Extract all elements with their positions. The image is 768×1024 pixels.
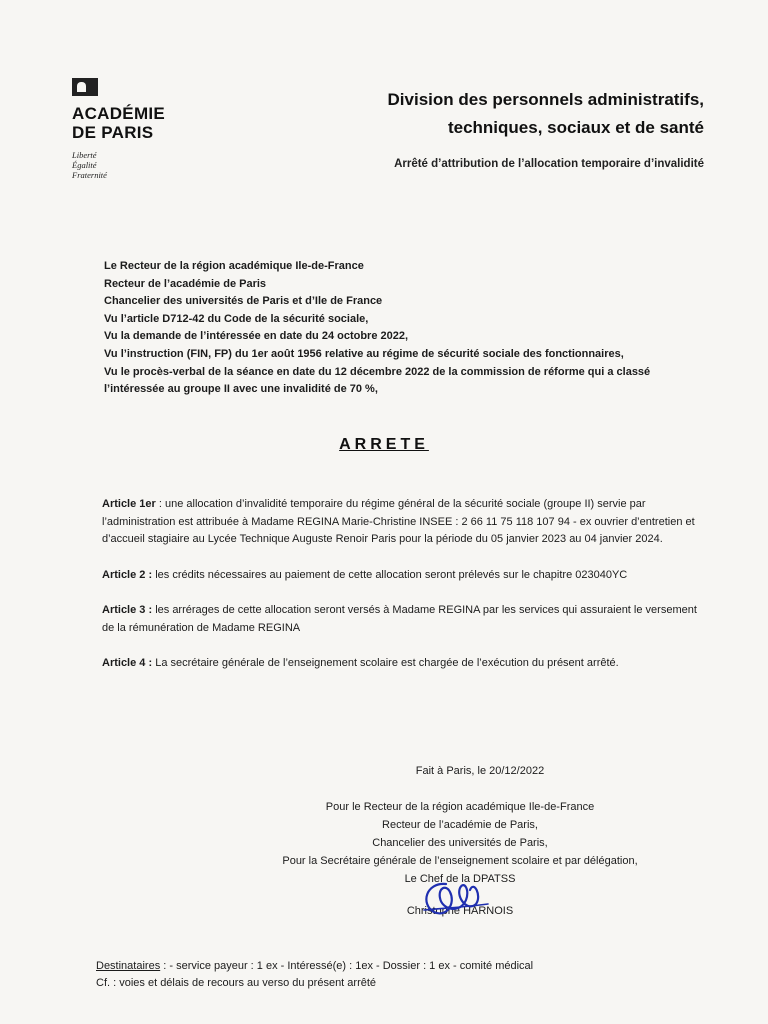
preamble-line: Vu la demande de l’intéressée en date du 24 octobre 2022, xyxy=(104,330,409,343)
signature-line: Pour la Secrétaire générale de l’enseignement scolaire et par délégation, xyxy=(282,855,638,867)
document-subject: Arrêté d’attribution de l’allocation temporaire d’invalidité xyxy=(394,158,704,170)
appeal-note: Cf. : voies et délais de recours au verso du présent arrêté xyxy=(96,977,377,989)
recipients-text: : - service payeur : 1 ex - Intéressé(e) : 1ex - Dossier : 1 ex - comité médical xyxy=(160,960,534,972)
academy-logo xyxy=(72,78,212,180)
signature-line: Pour le Recteur de la région académique Ile-de-France xyxy=(325,801,595,813)
motto-liberte: Liberté xyxy=(72,150,97,160)
motto-fraternite: Fraternité xyxy=(72,170,107,180)
recipients-line xyxy=(96,958,533,975)
preamble-line: Le Recteur de la région académique Ile-de-France xyxy=(104,260,364,272)
handwritten-signature xyxy=(416,874,496,920)
preamble-line: Vu l’instruction (FIN, FP) du 1er août 1956 relative au régime de sécurité sociale des fonctionnaires, xyxy=(104,347,624,360)
articles-section xyxy=(102,496,712,691)
place-date: Fait à Paris, le 20/12/2022 xyxy=(415,765,545,777)
preamble-line: Vu le procès-verbal de la séance en date du 12 décembre 2022 de la commission de réforme qui a classé l’intéressée au groupe II avec une invalidité de 70 %, xyxy=(104,365,651,396)
article-label: Article 1er xyxy=(102,498,156,510)
article-text: les crédits nécessaires au paiement de cette allocation seront prélevés sur le chapitre 023040YC xyxy=(152,568,628,581)
article-text: : une allocation d’invalidité temporaire du régime général de la sécurité sociale (groupe II) servie par l’administration est attribuée à Madame REGINA Marie-Christine INSEE : 2 66 11 75 118 107 94 - ex ouvrier d’entretien et d’accueil stagiaire au Lycée Technique Auguste Renoir Paris pour la période du 05 janvier 2023 au 04 janvier 2024. xyxy=(102,498,695,545)
division-title xyxy=(388,86,704,142)
logo-name-line2: DE PARIS xyxy=(72,123,154,142)
footer xyxy=(96,958,533,992)
preamble-line: Chancelier des universités de Paris et d’Ile de France xyxy=(104,295,383,308)
motto-egalite: Égalité xyxy=(72,160,97,170)
division-line2: techniques, sociaux et de santé xyxy=(447,118,704,137)
article-label: Article 4 : xyxy=(102,657,153,669)
article-1 xyxy=(102,496,712,549)
division-line1: Division des personnels administratifs, xyxy=(387,90,704,109)
article-text: les arrérages de cette allocation seront versés à Madame REGINA par les services qui assuraient le versement de la rémunération de Madame REGINA xyxy=(102,604,697,634)
logo-name-line1: ACADÉMIE xyxy=(72,104,166,123)
arrete-heading: ARRETE xyxy=(339,436,429,453)
preamble xyxy=(104,258,704,399)
preamble-line: Vu l’article D712-42 du Code de la sécurité sociale, xyxy=(104,312,369,325)
signatory-name: Christophe HARNOIS xyxy=(406,905,514,917)
article-text: La secrétaire générale de l’enseignement scolaire est chargée de l’exécution du présent arrêté. xyxy=(152,657,619,669)
signature-line: Recteur de l’académie de Paris, xyxy=(382,819,538,831)
marianne-flag-icon xyxy=(72,78,98,96)
signature-block xyxy=(240,762,680,920)
signature-line: Chancelier des universités de Paris, xyxy=(372,837,548,849)
article-label: Article 3 : xyxy=(102,604,153,616)
preamble-line: Recteur de l’académie de Paris xyxy=(104,277,267,290)
recipients-label: Destinataires xyxy=(96,960,161,972)
logo-motto xyxy=(72,150,212,180)
article-2 xyxy=(102,567,712,585)
article-4 xyxy=(102,655,712,673)
article-label: Article 2 : xyxy=(102,568,153,581)
article-3 xyxy=(102,602,712,637)
signature-line: Le Chef de la DPATSS xyxy=(404,873,516,885)
